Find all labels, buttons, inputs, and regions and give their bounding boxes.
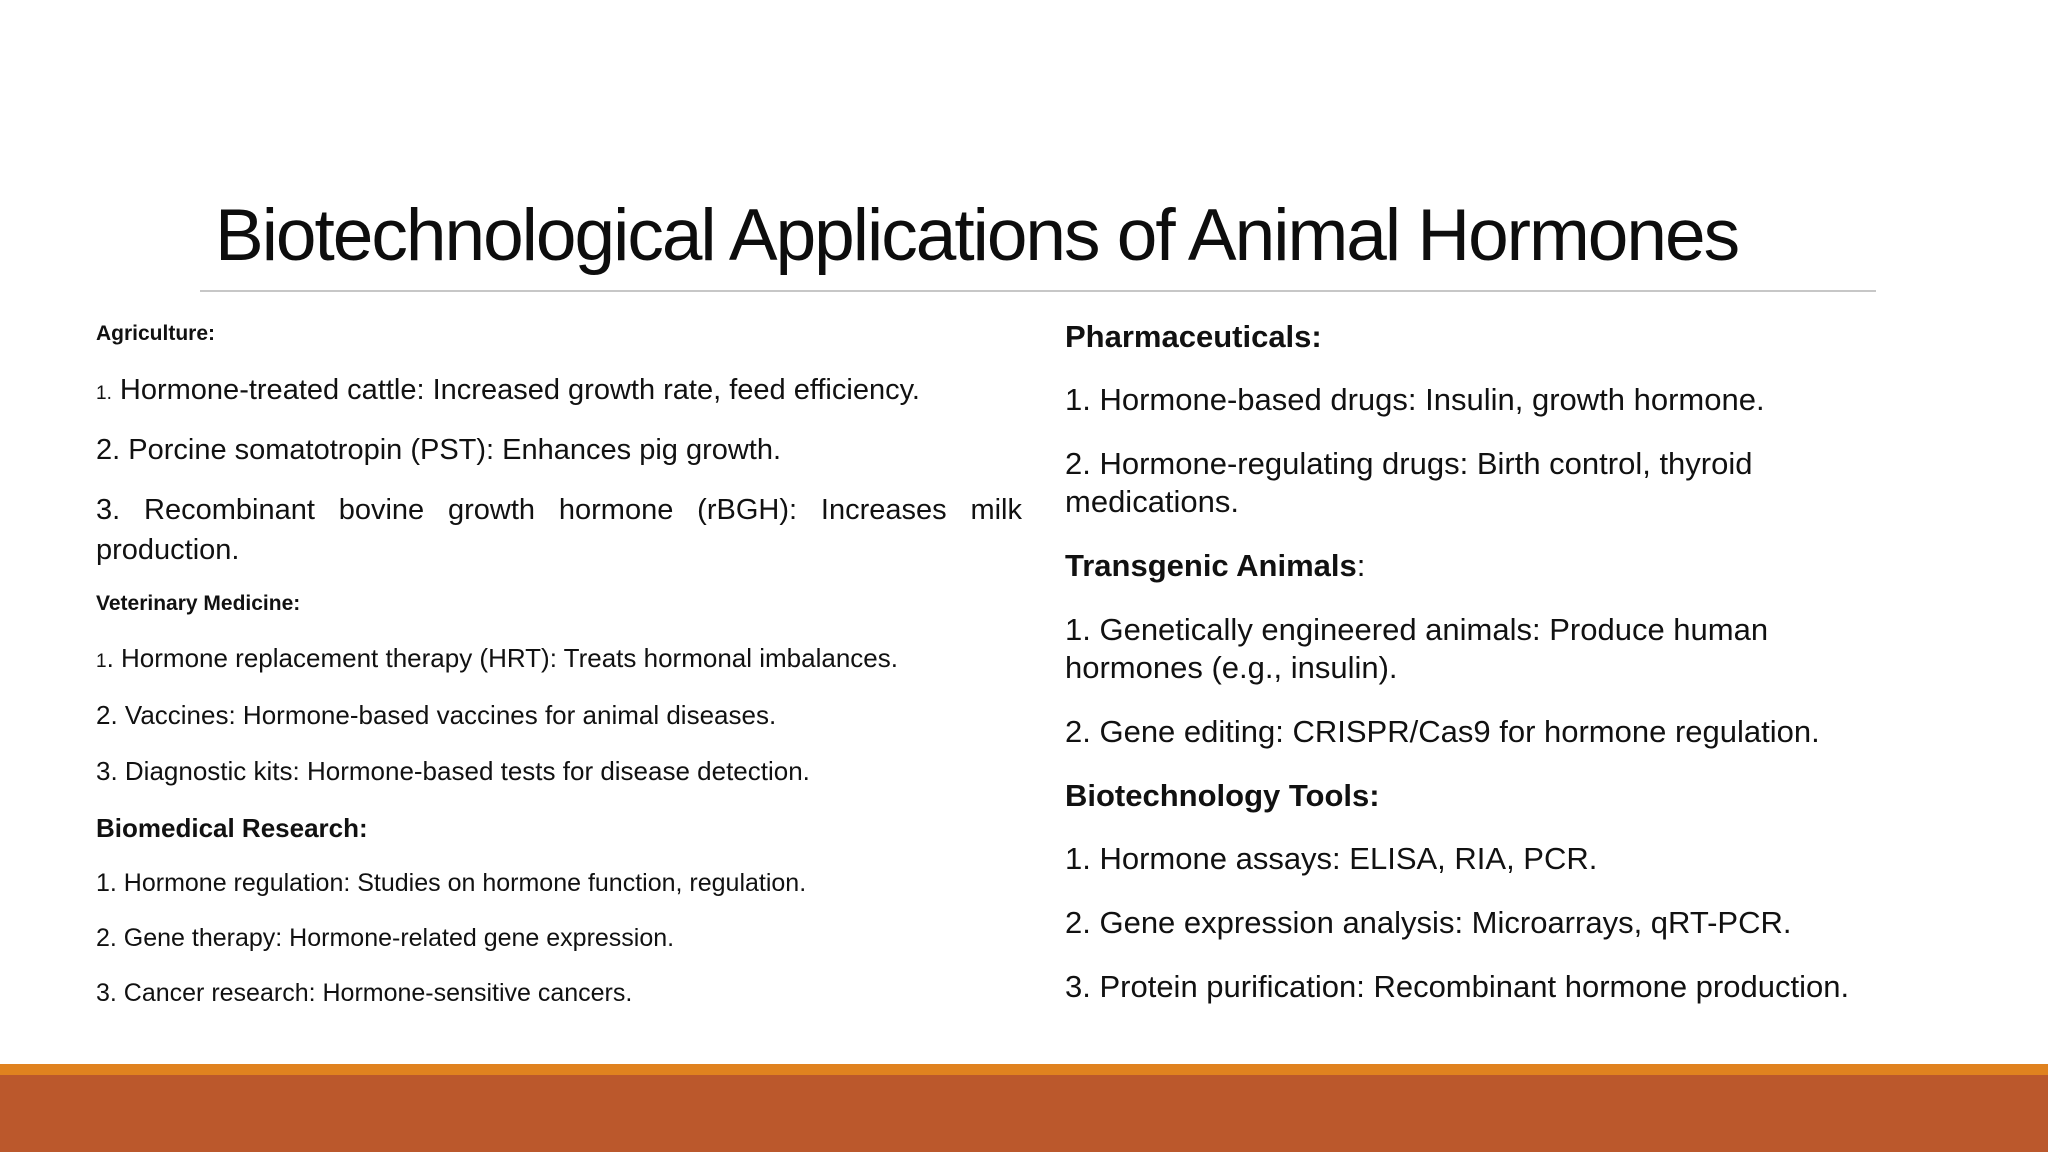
transgenic-item-2: 2. Gene editing: CRISPR/Cas9 for hormone regulation. (1065, 714, 1820, 749)
veterinary-item-1-text: . Hormone replacement therapy (HRT): Treats hormonal imbalances. (106, 643, 898, 673)
transgenic-heading (1065, 547, 1985, 585)
tools-item-3: 3. Protein purification: Recombinant hormone production. (1065, 969, 1850, 1004)
tools-item-2: 2. Gene expression analysis: Microarrays, qRT-PCR. (1065, 905, 1792, 940)
veterinary-item-2: 2. Vaccines: Hormone-based vaccines for animal diseases. (96, 700, 777, 730)
biomedical-heading: Biomedical Research: (96, 813, 368, 843)
tools-item-1: 1. Hormone assays: ELISA, RIA, PCR. (1065, 841, 1598, 876)
agriculture-item-1 (96, 370, 1022, 414)
veterinary-item-1-number: 1 (96, 651, 107, 672)
pharmaceuticals-heading: Pharmaceuticals: (1065, 319, 1322, 354)
agriculture-item-3: 3. Recombinant bovine growth hormone (rBGH): Increases milk production. (96, 494, 1022, 566)
biomedical-item-3: 3. Cancer research: Hormone-sensitive cancers. (96, 979, 633, 1007)
footer-accent-stripe (0, 1064, 2048, 1075)
agriculture-item-1-text: Hormone-treated cattle: Increased growth rate, feed efficiency. (111, 374, 920, 406)
biomedical-item-1: 1. Hormone regulation: Studies on hormone function, regulation. (96, 869, 807, 897)
transgenic-item-1: 1. Genetically engineered animals: Produce human hormones (e.g., insulin). (1065, 612, 1769, 685)
transgenic-heading-label: Transgenic Animals (1065, 548, 1357, 583)
pharmaceuticals-item-2: 2. Hormone-regulating drugs: Birth control, thyroid medications. (1065, 446, 1753, 519)
footer-band (0, 1075, 2048, 1152)
pharmaceuticals-item-1: 1. Hormone-based drugs: Insulin, growth hormone. (1065, 382, 1765, 417)
slide-title: Biotechnological Applications of Animal Hormones (215, 195, 1739, 276)
veterinary-item-1 (96, 641, 1022, 679)
agriculture-item-1-number: 1. (96, 383, 112, 404)
veterinary-item-3: 3. Diagnostic kits: Hormone-based tests for disease detection. (96, 756, 810, 786)
agriculture-item-2: 2. Porcine somatotropin (PST): Enhances pig growth. (96, 434, 782, 466)
agriculture-heading: Agriculture: (96, 322, 216, 345)
tools-heading: Biotechnology Tools: (1065, 778, 1380, 813)
transgenic-heading-colon: : (1356, 548, 1366, 583)
biomedical-item-2: 2. Gene therapy: Hormone-related gene expression. (96, 924, 675, 952)
title-divider (200, 290, 1876, 292)
veterinary-heading: Veterinary Medicine: (96, 592, 301, 615)
